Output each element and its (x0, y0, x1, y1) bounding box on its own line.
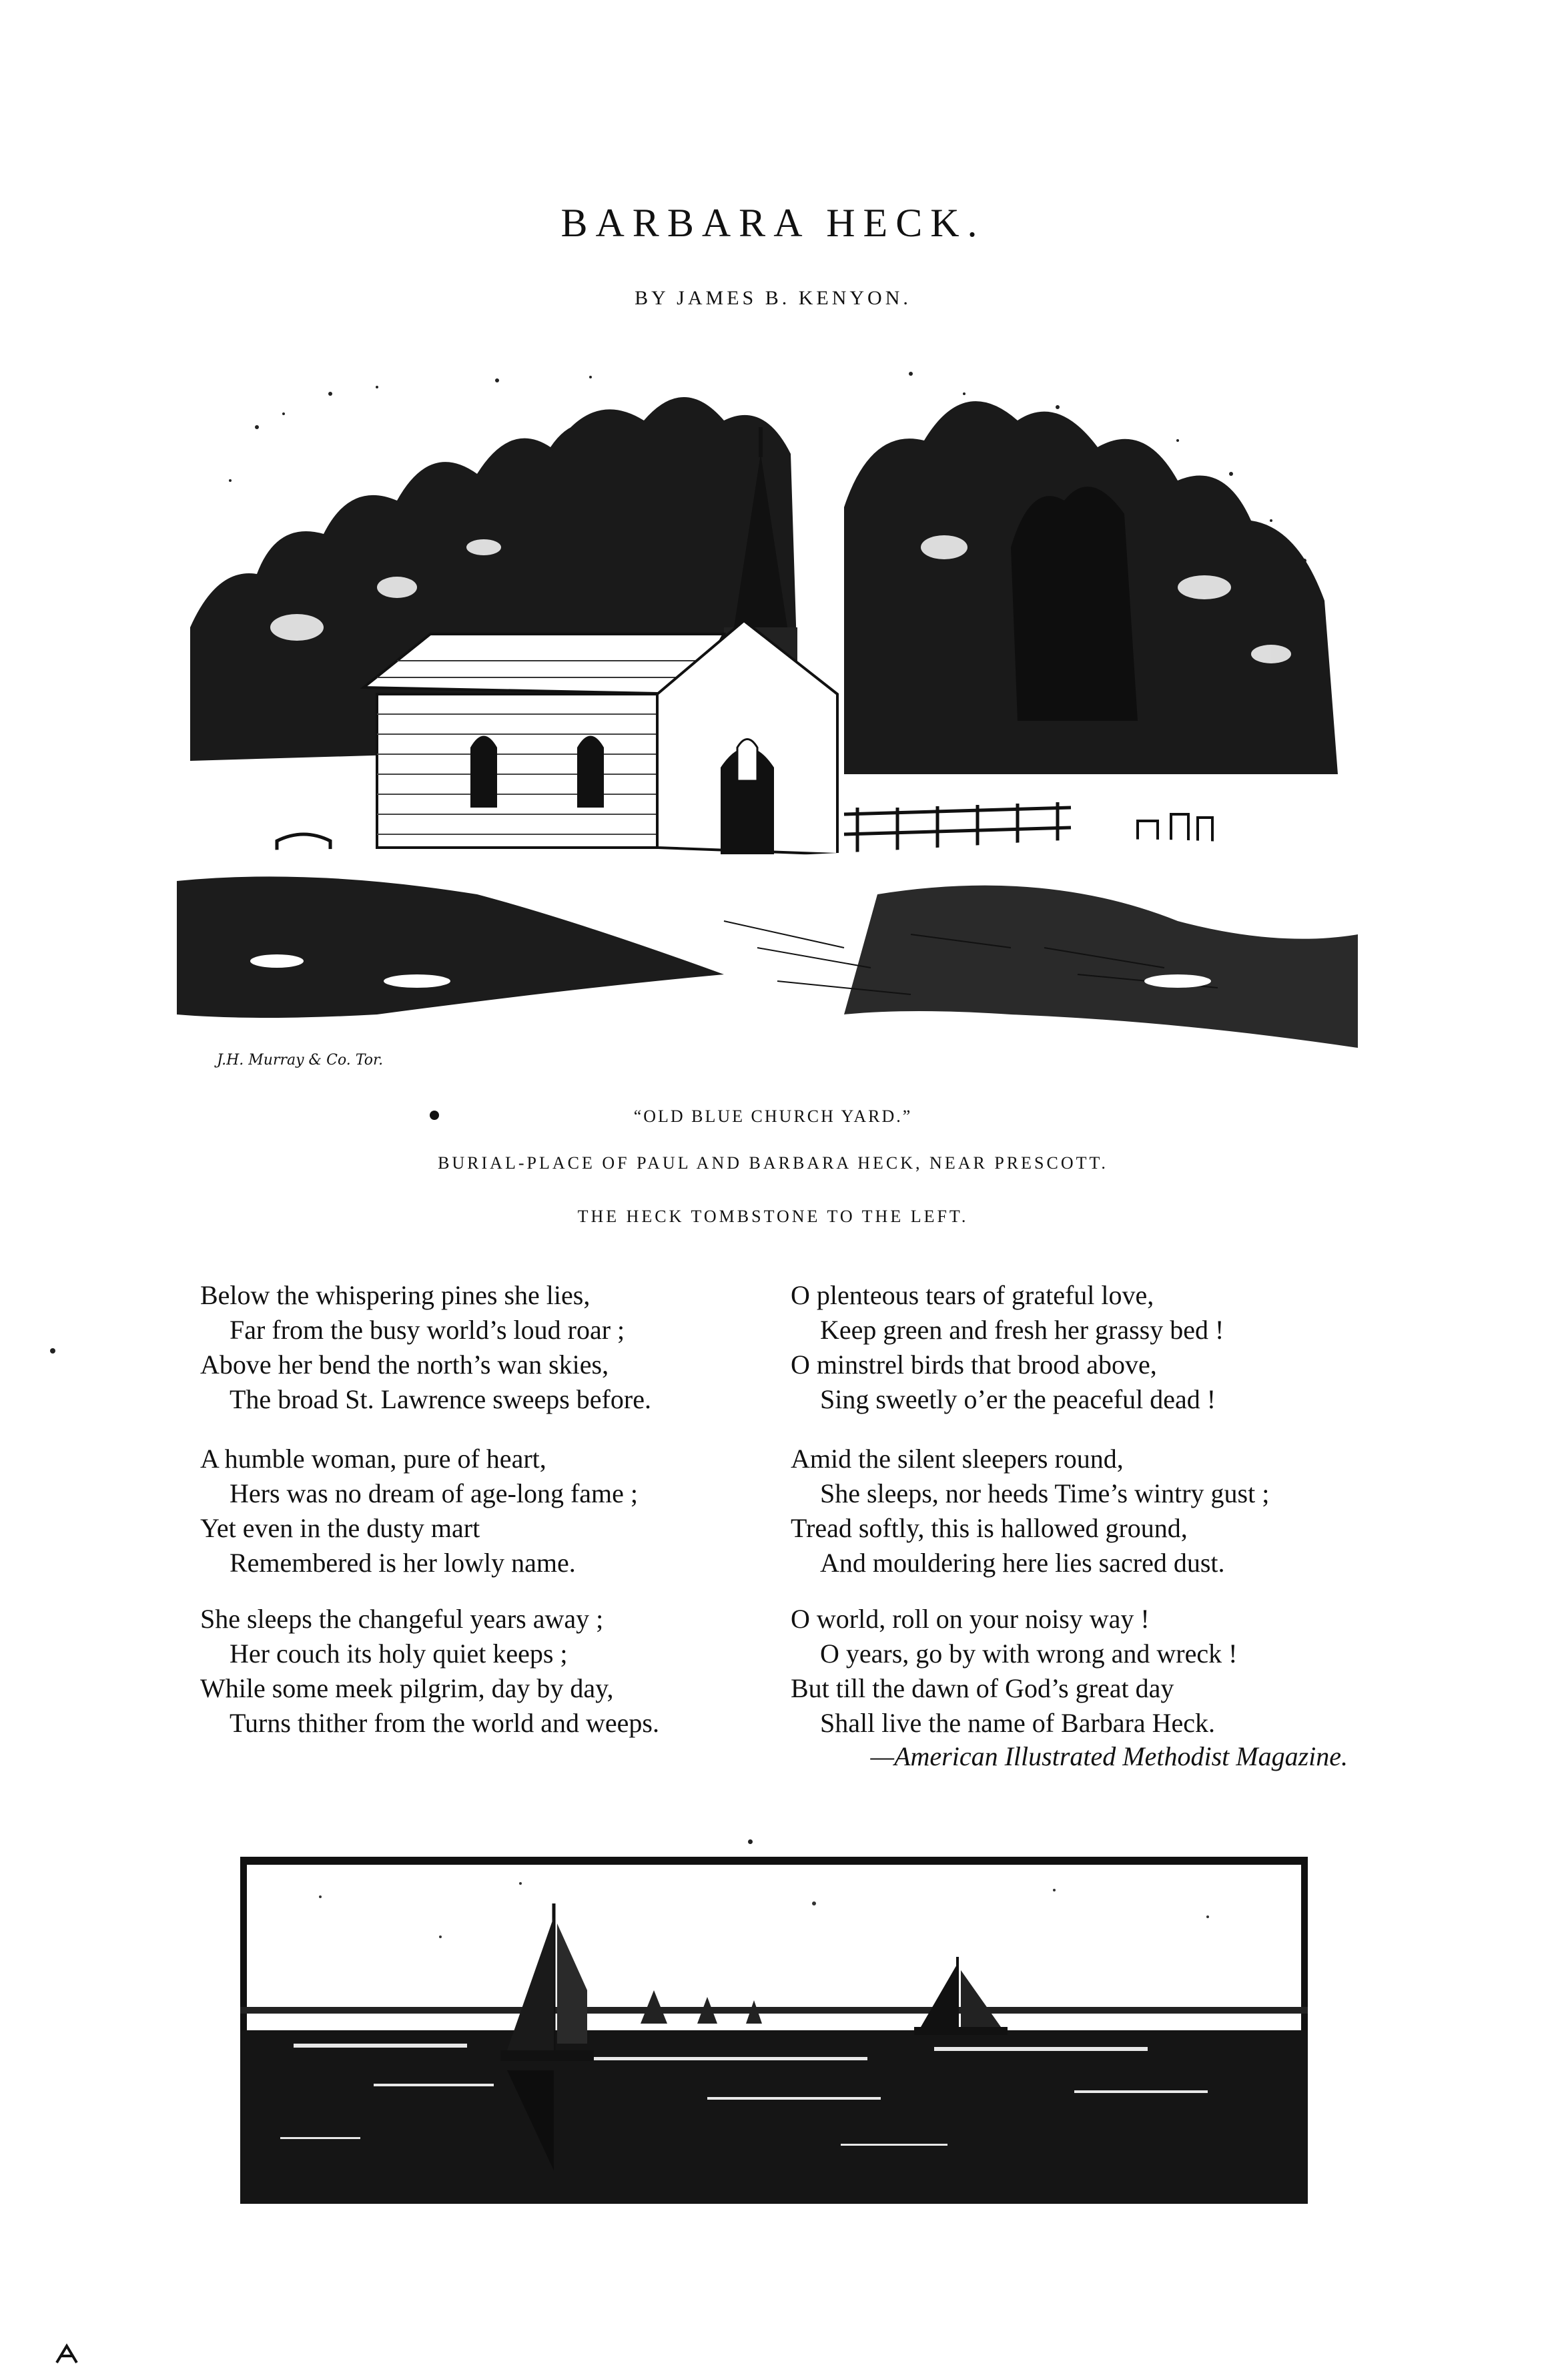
printing-speck (50, 1348, 55, 1354)
water (240, 2030, 1308, 2204)
verse-line: Yet even in the dusty mart (200, 1513, 480, 1543)
verse-line: Turns thither from the world and weeps. (230, 1708, 659, 1738)
byline: BY JAMES B. KENYON. (635, 287, 911, 309)
caption-note: THE HECK TOMBSTONE TO THE LEFT. (577, 1207, 969, 1226)
river-illustration (240, 1857, 1308, 2204)
verse-line: Far from the busy world’s loud roar ; (230, 1315, 625, 1345)
verse-line: A humble woman, pure of heart, (200, 1444, 546, 1474)
verse-line: But till the dawn of God’s great day (791, 1673, 1174, 1703)
stanza-1 (200, 1278, 651, 1417)
poem-title: BARBARA HECK. (560, 201, 986, 245)
engraver-signature: J.H. Murray & Co. Tor. (217, 1052, 384, 1069)
stanza-5 (791, 1442, 1269, 1580)
verse-line: Keep green and fresh her grassy bed ! (820, 1315, 1224, 1345)
verse-line: She sleeps, nor heeds Time’s wintry gust ; (820, 1478, 1270, 1508)
verse-line: She sleeps the changeful years away ; (200, 1604, 604, 1634)
far-shore (240, 2007, 1308, 2014)
verse-line: O minstrel birds that brood above, (791, 1350, 1157, 1380)
corner-mark-icon (53, 2339, 80, 2366)
stanza-6 (791, 1602, 1237, 1741)
frame-top (240, 1857, 1308, 1865)
verse-line: Below the whispering pines she lies, (200, 1280, 591, 1310)
caption-location: BURIAL-PLACE OF PAUL AND BARBARA HECK, NEAR PRESCOTT. (438, 1153, 1108, 1173)
verse-line: Hers was no dream of age-long fame ; (230, 1478, 638, 1508)
verse-line: Remembered is her lowly name. (230, 1548, 576, 1578)
source-attribution: —American Illustrated Methodist Magazine. (870, 1741, 1348, 1771)
verse-line: Above her bend the north’s wan skies, (200, 1350, 609, 1380)
verse-line: O plenteous tears of grateful love, (791, 1280, 1154, 1310)
verse-line: O years, go by with wrong and wreck ! (820, 1639, 1238, 1669)
ground (177, 840, 1358, 1082)
verse-line: Shall live the name of Barbara Heck. (820, 1708, 1215, 1738)
printing-speck (748, 1839, 753, 1844)
verse-line: Tread softly, this is hallowed ground, (791, 1513, 1188, 1543)
verse-line: The broad St. Lawrence sweeps before. (230, 1384, 651, 1414)
caption-title: “OLD BLUE CHURCH YARD.” (633, 1107, 913, 1126)
verse-line: Sing sweetly o’er the peaceful dead ! (820, 1384, 1216, 1414)
verse-line: O world, roll on your noisy way ! (791, 1604, 1150, 1634)
verse-line: And mouldering here lies sacred dust. (820, 1548, 1225, 1578)
stanza-4 (791, 1278, 1224, 1417)
stanza-3 (200, 1602, 659, 1741)
church-yard-illustration (177, 347, 1358, 1081)
verse-line: Her couch its holy quiet keeps ; (230, 1639, 568, 1669)
verse-line: Amid the silent sleepers round, (791, 1444, 1124, 1474)
verse-line: While some meek pilgrim, day by day, (200, 1673, 614, 1703)
stanza-2 (200, 1442, 638, 1580)
